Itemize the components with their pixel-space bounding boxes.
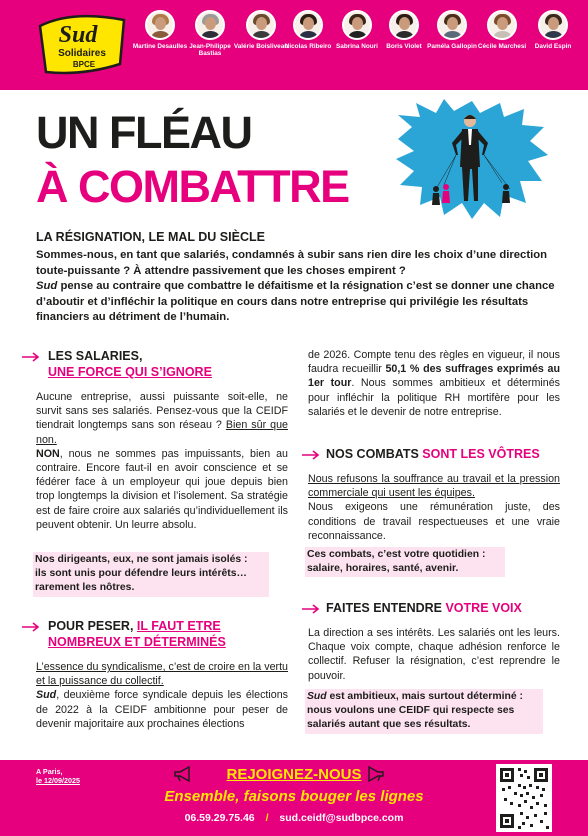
section-heading-combats	[326, 446, 540, 462]
highlight-line: Nos dirigeants, eux, ne sont jamais isolés :	[35, 554, 248, 565]
combats-body	[308, 472, 560, 543]
sud-solidaires-logo	[32, 6, 132, 86]
sud-name: Sud	[307, 691, 327, 702]
highlight-box	[305, 547, 505, 577]
lead-text-1: Sommes-nous, en tant que salariés, condamnés à subir sans rien dire les choix d’une direction toute-puissante ? À attendre passivement que les choses empirent ?	[36, 249, 548, 277]
date-line: A Paris,	[36, 767, 63, 776]
highlight-line: Ces combats, c’est votre quotidien :	[307, 549, 486, 560]
puppet-master-illustration	[392, 97, 552, 222]
header-banner	[0, 0, 588, 90]
highlight-box	[305, 689, 543, 734]
section-title: POUR PESER,	[48, 619, 137, 633]
person-name: Cécile Marchesi	[477, 43, 527, 50]
section-heading-peser	[48, 618, 226, 650]
arrow-right-icon	[22, 622, 40, 632]
paragraph: La direction a ses intérêts. Les salariés ont les leurs. Chaque voix compte, chaque adhésion renforce le collectif. Refuser la résignation, c’est reprendre le pouvoir.	[308, 627, 560, 682]
avatar	[293, 10, 323, 40]
section-heading-salaries	[48, 348, 212, 380]
logo-line-2: Solidaires	[58, 48, 106, 59]
section-title-highlight: VOTRE VOIX	[445, 601, 522, 615]
highlight-line: ils sont unis pour défendre leurs intérêts…	[35, 568, 247, 580]
paragraph: Aucune entreprise, aussi puissante soit-elle, ne survit sans ses salariés. Pensez-vous que la CEIDF tiendrait longtemps sans son réseau ?	[36, 391, 288, 432]
section-title: FAITES ENTENDRE	[326, 601, 446, 615]
section-heading-voix	[326, 600, 522, 616]
highlight-line: est ambitieux, mais surtout déterminé :	[326, 691, 523, 702]
person-name: Sabrina Nouri	[336, 43, 378, 50]
section-title: LES SALARIES,	[48, 349, 143, 363]
sud-name: Sud	[36, 280, 58, 292]
paragraph: . Nous sommes ambitieux et déterminés pour infléchir la politique RH mortifère pour les salariés et le devenir de notre entreprise.	[308, 377, 561, 418]
section-subtitle: UNE FORCE QUI S’IGNORE	[48, 365, 212, 379]
footer-tagline: Ensemble, faisons bouger les lignes	[164, 788, 424, 805]
paragraph: , deuxième force syndicale depuis les élections de 2022 à la CEIDF ambitionne pour peser de devenir majoritaire aux prochaines élections	[36, 689, 288, 730]
highlight-line: nous voulons une CEIDF qui respecte ses	[307, 705, 515, 717]
right-continuation	[308, 348, 560, 419]
footer-banner	[0, 760, 588, 836]
section-subtitle: NOMBREUX ET DÉTERMINÉS	[48, 635, 226, 649]
email-link[interactable]: sud.ceidf@sudbpce.com	[279, 812, 404, 824]
sud-name: Sud	[36, 689, 57, 702]
person-name: Martine Desaulles	[132, 43, 188, 50]
underlined-text: L’essence du syndicalisme, c’est de croire en la vertu et la puissance du collectif.	[36, 661, 288, 688]
paragraph: de 2026. Compte tenu des règles en vigueur, il nous faudra recueillir	[308, 349, 560, 376]
lead-text-2: pense au contraire que combattre le défaitisme et la résignation c’est se donner une chance d’aboutir et d’infléchir la politique en cours dans notre entreprise qui privilégie les résultats financiers au détriment de l’humain.	[36, 280, 555, 323]
date-line: le 12/09/2025	[36, 775, 80, 785]
highlight-line: rarement les nôtres.	[35, 582, 135, 594]
section-title: NOS COMBATS	[326, 447, 423, 461]
paragraph: Nous exigeons une rémunération juste, des conditions de travail respectueuses et une vraie reconnaissance.	[308, 501, 560, 542]
lead-paragraph	[36, 248, 560, 326]
logo-line-3: BPCE	[72, 60, 96, 69]
lead-heading: LA RÉSIGNATION, LE MAL DU SIÈCLE	[36, 230, 265, 244]
person-name: David Espin	[534, 43, 572, 50]
highlight-line: salaire, horaires, santé, avenir.	[307, 563, 459, 575]
avatar	[195, 10, 225, 40]
underlined-text: Nous refusons la souffrance au travail et la pression commerciale qui usent les équipes.	[308, 473, 560, 500]
voix-body	[308, 626, 560, 683]
paragraph: , nous ne sommes pas impuissants, bien au contraire. Encore faut-il en avoir conscience et se fédérer face à un employeur qui joue depuis bien trop longtemps la division et l’isolement. Sa stratégie est de faire croire aux salariés qu’individuellement ils peuvent obtenir. Un leurre absolu.	[36, 447, 288, 531]
megaphone-icon	[364, 766, 386, 782]
avatar	[342, 10, 372, 40]
avatar	[437, 10, 467, 40]
bold-text: 50,1 % des suffrages exprimés au 1er tour	[308, 363, 560, 390]
underlined-text: Bien sûr que non.	[36, 419, 288, 446]
highlight-box	[33, 552, 269, 597]
logo-line-1: Sud	[58, 22, 98, 48]
salaries-body	[36, 390, 288, 532]
person-name: Valérie Boisliveau	[233, 43, 289, 50]
page-title-line-1: UN FLÉAU	[36, 107, 252, 158]
avatar	[389, 10, 419, 40]
phone-link[interactable]: 06.59.29.75.46	[184, 812, 255, 824]
person-name: Jean-Philippe Bastias	[189, 43, 231, 57]
avatar	[487, 10, 517, 40]
section-title-highlight: SONT LES VÔTRES	[422, 447, 540, 461]
arrow-right-icon	[302, 450, 320, 460]
qr-code[interactable]	[496, 764, 552, 832]
bold-text: NON	[36, 447, 60, 460]
section-title-highlight: IL FAUT ETRE	[136, 619, 221, 633]
separator: /	[265, 812, 269, 824]
person-david	[523, 10, 583, 50]
avatar	[538, 10, 568, 40]
person-name: Paméla Gallopin	[427, 43, 477, 50]
avatar	[246, 10, 276, 40]
avatar	[145, 10, 175, 40]
arrow-right-icon	[302, 604, 320, 614]
arrow-right-icon	[22, 352, 40, 362]
join-us-link[interactable]: REJOIGNEZ-NOUS	[226, 766, 362, 783]
peser-body	[36, 660, 288, 731]
person-name: Nicolas Ribeiro	[284, 43, 332, 50]
highlight-line: salariés autant que ses résultats.	[307, 719, 471, 731]
page-title-line-2: À COMBATTRE	[36, 161, 349, 212]
person-name: Boris Violet	[386, 43, 422, 50]
